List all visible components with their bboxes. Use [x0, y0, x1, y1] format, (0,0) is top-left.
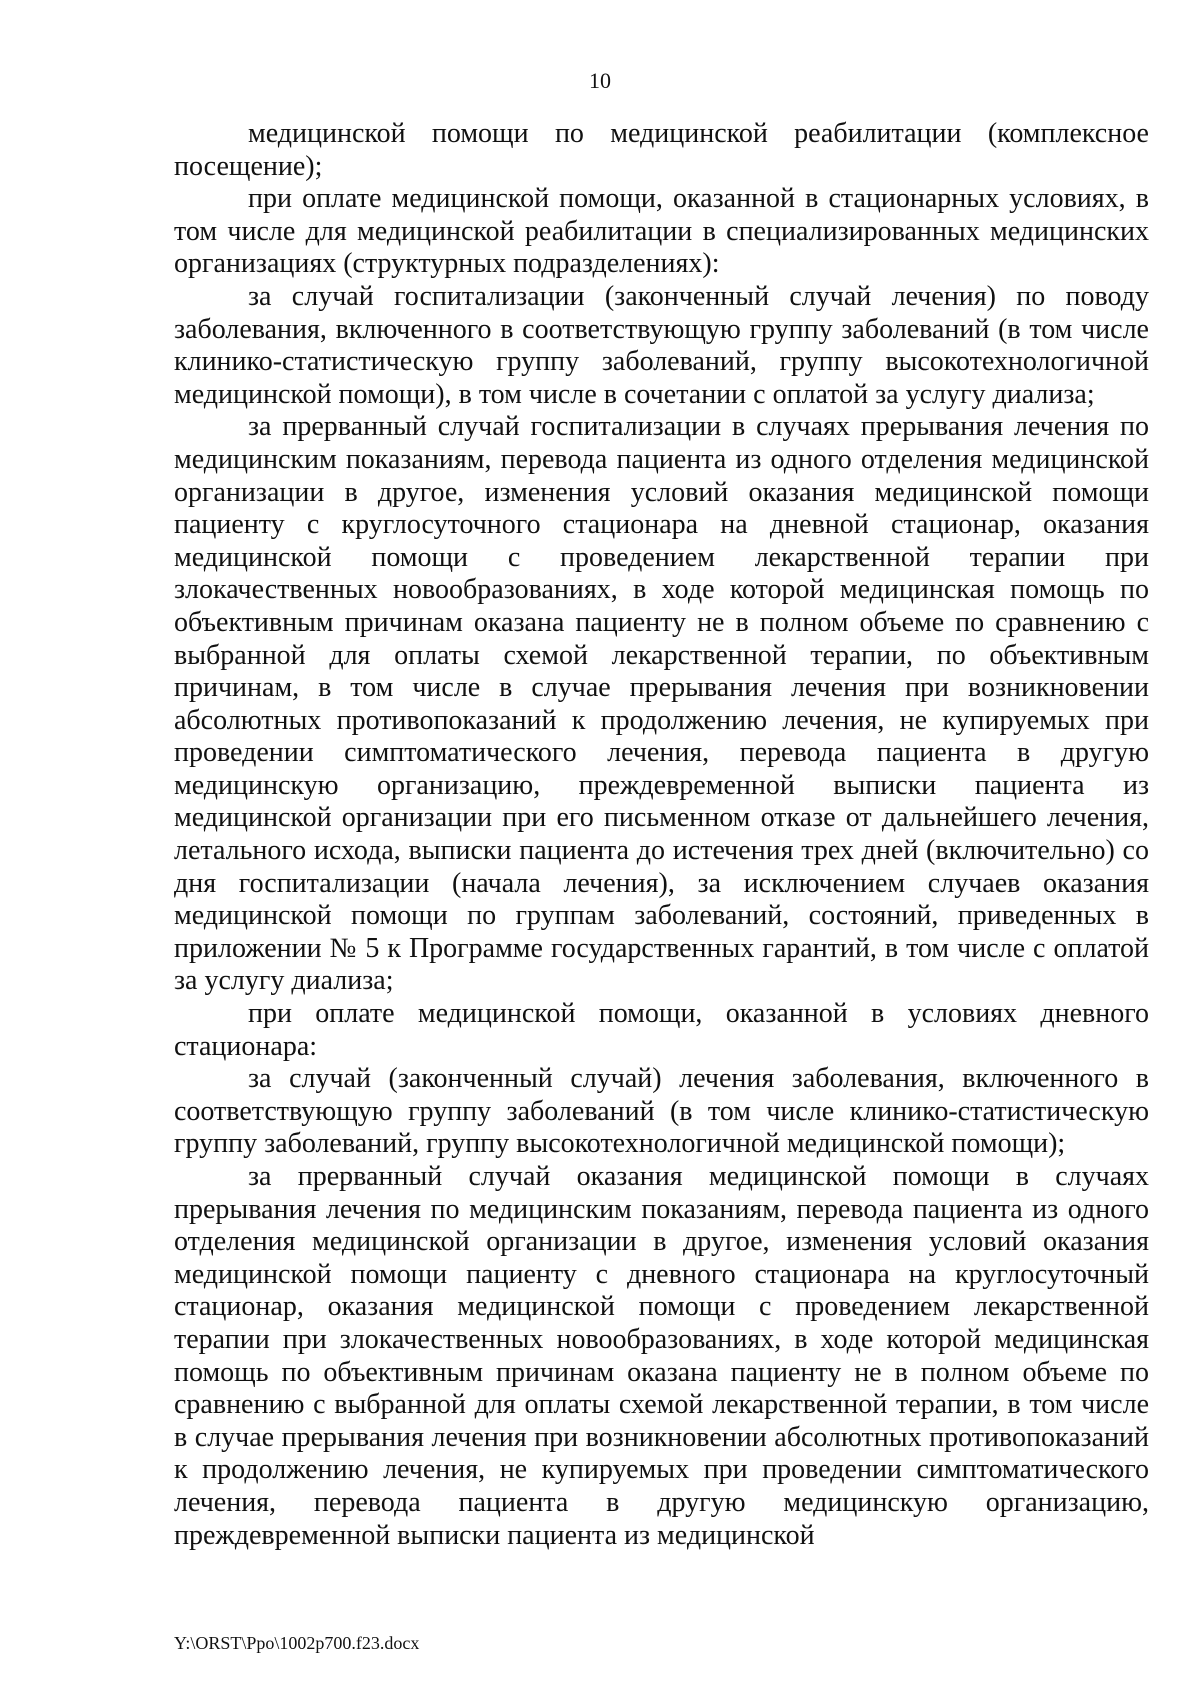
- paragraph: за прерванный случай госпитализации в случаях прерывания лечения по медицинским показаниям, перевода пациента из одного отделения медицинской организации в другое, изменения условий оказания медицинской помощи пациенту с круглосуточного стационара на дневной стационар, оказания медицинской помощи с проведением лекарственной терапии при злокачественных новообразованиях, в ходе которой медицинская помощь по объективным причинам оказана пациенту не в полном объеме по сравнению с выбранной для оплаты схемой лекарственной терапии, по объективным причинам, в том числе в случае прерывания лечения при возникновении абсолютных противопоказаний к продолжению лечения, не купируемых при проведении симптоматического лечения, перевода пациента в другую медицинскую организацию, преждевременной выписки пациента из медицинской организации при его письменном отказе от дальнейшего лечения, летального исхода, выписки пациента до истечения трех дней (включительно) со дня госпитализации (начала лечения), за исключением случаев оказания медицинской помощи по группам заболеваний, состояний, приведенных в приложении № 5 к Программе государственных гарантий, в том числе с оплатой за услугу диализа;: [174, 411, 1149, 997]
- paragraph: за прерванный случай оказания медицинской помощи в случаях прерывания лечения по медицинским показаниям, перевода пациента из одного отделения медицинской организации в другое, изменения условий оказания медицинской помощи пациенту с дневного стационара на круглосуточный стационар, оказания медицинской помощи с проведением лекарственной терапии при злокачественных новообразованиях, в ходе которой медицинская помощь по объективным причинам оказана пациенту не в полном объеме по сравнению с выбранной для оплаты схемой лекарственной терапии, в том числе в случае прерывания лечения при возникновении абсолютных противопоказаний к продолжению лечения, не купируемых при проведении симптоматического лечения, перевода пациента в другую медицинскую организацию, преждевременной выписки пациента из медицинской: [174, 1161, 1149, 1551]
- paragraph: при оплате медицинской помощи, оказанной в стационарных условиях, в том числе для медицинской реабилитации в специализированных медицинских организациях (структурных подразделениях):: [174, 183, 1149, 280]
- file-path-footer: Y:\ORST\Ppo\1002p700.f23.docx: [174, 1633, 420, 1653]
- paragraph-continuation: медицинской помощи по медицинской реабилитации (комплексное посещение);: [174, 118, 1149, 182]
- paragraph: за случай (законченный случай) лечения заболевания, включенного в соответствующую группу заболеваний (в том числе клинико-статистическую группу заболеваний, группу высокотехнологичной медицинской помощи);: [174, 1063, 1149, 1160]
- paragraph: при оплате медицинской помощи, оказанной в условиях дневного стационара:: [174, 998, 1149, 1062]
- page-number: 10: [589, 68, 611, 93]
- paragraph: за случай госпитализации (законченный случай лечения) по поводу заболевания, включенного в соответствующую группу заболеваний (в том числе клинико-статистическую группу заболеваний, группу высокотехнологичной медицинской помощи), в том числе в сочетании с оплатой за услугу диализа;: [174, 280, 1149, 410]
- document-body: [174, 118, 1149, 1552]
